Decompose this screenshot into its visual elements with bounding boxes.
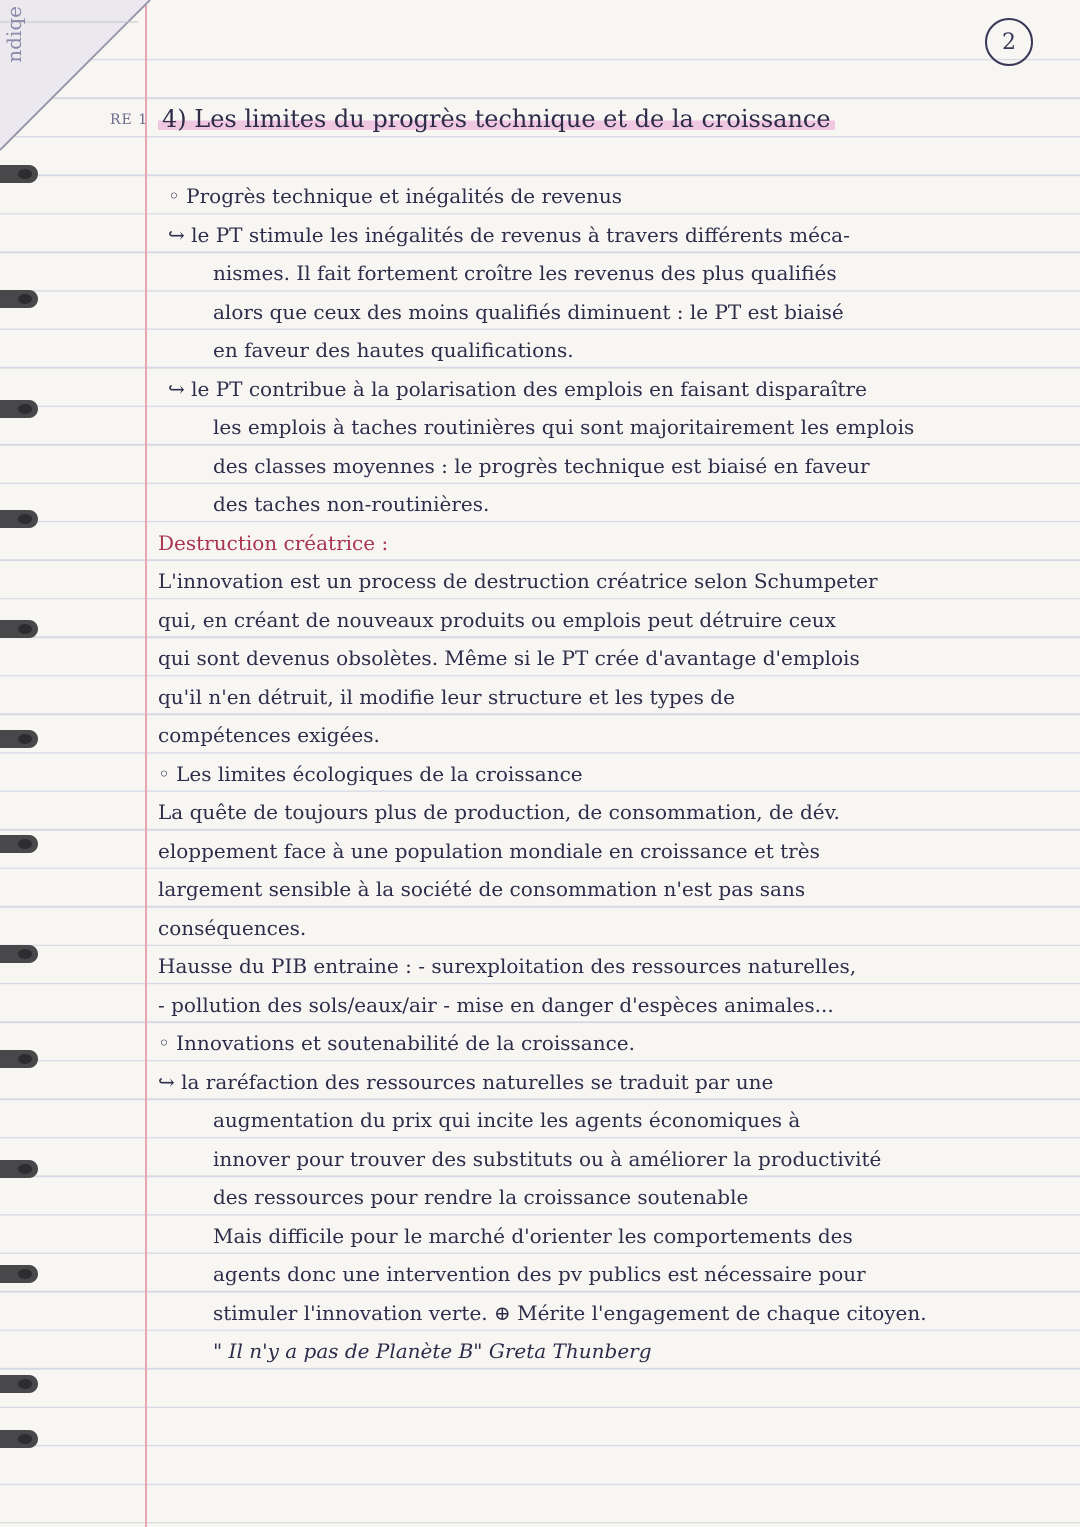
note-line: Mais difficile pour le marché d'orienter les comportements des bbox=[213, 1223, 853, 1248]
binder-hole bbox=[0, 1050, 38, 1068]
note-line: des classes moyennes : le progrès technique est biaisé en faveur bbox=[213, 453, 870, 478]
binder-hole bbox=[0, 620, 38, 638]
note-line: qui, en créant de nouveaux produits ou emplois peut détruire ceux bbox=[158, 607, 836, 632]
note-line: les emplois à taches routinières qui sont majoritairement les emplois bbox=[213, 415, 915, 439]
note-line: ◦ Les limites écologiques de la croissance bbox=[158, 761, 583, 786]
note-line: des ressources pour rendre la croissance soutenable bbox=[213, 1185, 749, 1209]
binder-hole bbox=[0, 165, 38, 183]
note-line: ↪ le PT contribue à la polarisation des emplois en faisant disparaître bbox=[168, 376, 867, 401]
note-line: - pollution des sols/eaux/air - mise en danger d'espèces animales... bbox=[158, 992, 834, 1017]
chapter-tag: RE 1 bbox=[110, 112, 149, 128]
note-line: innover pour trouver des substituts ou à améliorer la productivité bbox=[213, 1146, 882, 1171]
note-line: largement sensible à la société de consommation n'est pas sans bbox=[158, 877, 806, 901]
note-line: La quête de toujours plus de production, de consommation, de dév. bbox=[158, 800, 840, 824]
section-title-text: 4) Les limites du progrès technique et de la croissance bbox=[158, 105, 835, 133]
note-line: L'innovation est un process de destruction créatrice selon Schumpeter bbox=[158, 569, 878, 593]
binder-hole bbox=[0, 1430, 38, 1448]
blank-line bbox=[158, 139, 1048, 178]
side-label: ndiqe bbox=[2, 6, 26, 63]
note-line: nismes. Il fait fortement croître les revenus des plus qualifiés bbox=[213, 261, 837, 285]
note-line: Hausse du PIB entraine : - surexploitation des ressources naturelles, bbox=[158, 954, 857, 978]
note-line: en faveur des hautes qualifications. bbox=[213, 338, 574, 362]
note-line: ◦ Innovations et soutenabilité de la croissance. bbox=[158, 1031, 635, 1055]
note-line: ↪ la raréfaction des ressources naturelles se traduit par une bbox=[158, 1069, 774, 1094]
binder-hole bbox=[0, 510, 38, 528]
note-line: augmentation du prix qui incite les agents économiques à bbox=[213, 1108, 801, 1132]
note-line: conséquences. bbox=[158, 915, 307, 940]
note-line: qui sont devenus obsolètes. Même si le PT crée d'avantage d'emplois bbox=[158, 646, 860, 670]
note-line: qu'il n'en détruit, il modifie leur structure et les types de bbox=[158, 684, 735, 709]
binder-hole bbox=[0, 1160, 38, 1178]
note-line: eloppement face à une population mondiale en croissance et très bbox=[158, 838, 820, 863]
note-line: alors que ceux des moins qualifiés diminuent : le PT est biaisé bbox=[213, 299, 844, 324]
quote-line: " Il n'y a pas de Planète B" Greta Thunberg bbox=[213, 1339, 652, 1363]
binder-hole bbox=[0, 1265, 38, 1283]
notes-body bbox=[158, 100, 1048, 1371]
binder-hole bbox=[0, 400, 38, 418]
note-line: ↪ le PT stimule les inégalités de revenus à travers différents méca- bbox=[168, 222, 850, 247]
binder-hole bbox=[0, 835, 38, 853]
margin-line bbox=[145, 0, 147, 1527]
binder-hole bbox=[0, 945, 38, 963]
note-line: ◦ Progrès technique et inégalités de revenus bbox=[168, 184, 623, 208]
page-number: 2 bbox=[985, 18, 1033, 66]
note-line: agents donc une intervention des pv publics est nécessaire pour bbox=[213, 1262, 866, 1286]
note-line: des taches non-routinières. bbox=[213, 492, 490, 516]
section-title bbox=[158, 100, 1048, 139]
binder-hole bbox=[0, 730, 38, 748]
binder-hole bbox=[0, 1375, 38, 1393]
note-line: stimuler l'innovation verte. ⊕ Mérite l'engagement de chaque citoyen. bbox=[213, 1300, 927, 1325]
note-line: compétences exigées. bbox=[158, 723, 380, 747]
subheading: Destruction créatrice : bbox=[158, 530, 389, 555]
binder-hole bbox=[0, 290, 38, 308]
